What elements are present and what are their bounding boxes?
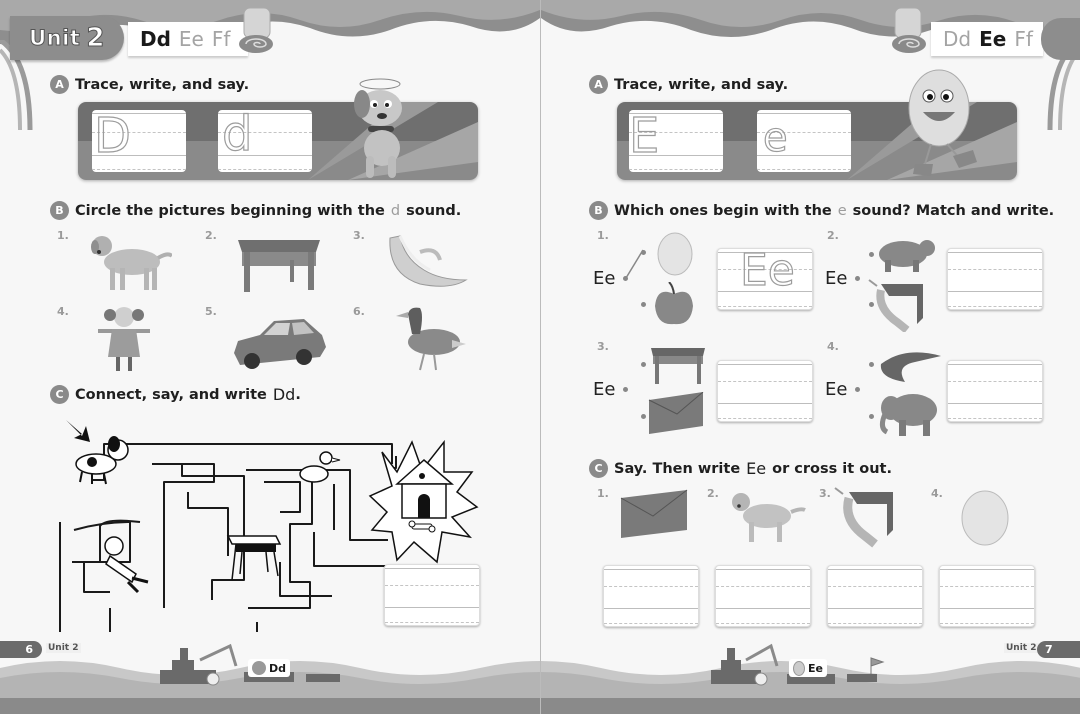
bear-picture-icon[interactable] [875, 234, 937, 274]
banana-picture-icon[interactable] [380, 230, 470, 292]
duck-picture-icon[interactable] [392, 304, 468, 376]
example-answer: Ee [740, 245, 795, 296]
section-badge: C [50, 385, 69, 404]
maze-duck [300, 452, 340, 482]
section-title: Connect, say, and write [75, 386, 267, 403]
current-letters: Dd [140, 27, 171, 51]
section-badge: B [50, 201, 69, 220]
page-number-tab [0, 641, 42, 658]
section-title: Trace, write, and say. [614, 76, 789, 93]
match-dot[interactable] [855, 387, 860, 392]
boat-letters: Dd [269, 661, 287, 675]
envelope-picture-icon[interactable] [619, 488, 689, 540]
item-number: 3. [597, 340, 609, 353]
section-b-heading [50, 201, 461, 220]
trace-box-lower[interactable] [218, 106, 312, 172]
write-box-2[interactable] [947, 248, 1043, 310]
section-title: Say. Then write [614, 460, 741, 477]
boat-letter-card [248, 659, 290, 677]
maze-doghouse [370, 442, 477, 562]
item-number: 3. [819, 487, 831, 500]
dog-picture-icon[interactable] [86, 230, 172, 294]
doll-picture-icon[interactable] [96, 303, 152, 375]
other-letters: Ff [211, 27, 231, 51]
unit-badge [10, 16, 124, 60]
letter-strip [128, 22, 248, 56]
alligator-picture-icon[interactable] [875, 344, 943, 384]
scroll-icon [889, 6, 929, 56]
write-box-1[interactable] [717, 245, 813, 310]
current-letters: Ee [979, 27, 1007, 51]
car-picture-icon[interactable] [230, 313, 328, 373]
item-number: 3. [353, 229, 365, 242]
footer-unit-label: Unit 2 [48, 643, 79, 653]
section-title-end: sound. [406, 202, 462, 219]
item-number: 2. [827, 229, 839, 242]
section-title: Which ones begin with the [614, 202, 832, 219]
write-box-c3[interactable] [827, 565, 923, 627]
boat-letters: Ee [808, 661, 823, 675]
target-sound: d [390, 202, 401, 219]
trace-letter: E [629, 108, 660, 164]
match-letter-label: Ee [593, 268, 616, 289]
section-b-heading [589, 201, 1054, 220]
section-title-end: . [295, 386, 301, 403]
trace-box-lower[interactable] [757, 110, 851, 172]
write-box-4[interactable] [947, 360, 1043, 422]
other-letters: Dd [943, 27, 972, 51]
target-letters: Dd [272, 385, 296, 404]
section-badge: A [589, 75, 608, 94]
section-a-heading [589, 75, 788, 94]
section-title: Circle the pictures beginning with the [75, 202, 385, 219]
match-dot[interactable] [641, 414, 646, 419]
item-number: 2. [205, 229, 217, 242]
other-letters: Ee [178, 27, 204, 51]
egg-icon [793, 661, 805, 676]
unit-word: Unit [29, 26, 81, 50]
write-box-dd[interactable] [384, 564, 480, 626]
item-number: 6. [353, 305, 365, 318]
envelope-picture-icon[interactable] [647, 392, 705, 434]
page-number: 6 [25, 643, 33, 656]
match-dot[interactable] [855, 276, 860, 281]
trace-box-upper[interactable] [629, 110, 723, 172]
letter-strip [931, 22, 1043, 56]
maze-desk [228, 536, 280, 580]
match-dot[interactable] [869, 362, 874, 367]
unit-number: 2 [86, 23, 105, 53]
dog-picture-icon[interactable] [727, 488, 807, 546]
footer-unit-label: Unit 2 [1006, 643, 1037, 653]
match-letter-label: Ee [825, 379, 848, 400]
section-title: Trace, write, and say. [75, 76, 250, 93]
match-letter-label: Ee [593, 379, 616, 400]
trace-box-upper[interactable] [92, 110, 186, 172]
page-number: 7 [1045, 643, 1053, 656]
elbow-picture-icon[interactable] [867, 278, 931, 332]
target-letters: Ee [746, 459, 767, 478]
item-number: 4. [827, 340, 839, 353]
desk-picture-icon[interactable] [234, 234, 324, 294]
section-badge: C [589, 459, 608, 478]
item-number: 4. [57, 305, 69, 318]
page-number-tab [1037, 641, 1080, 658]
trace-letter: D [94, 108, 131, 164]
elephant-picture-icon[interactable] [877, 388, 941, 438]
section-title-end: or cross it out. [772, 460, 892, 477]
item-number: 2. [707, 487, 719, 500]
write-box-3[interactable] [717, 360, 813, 422]
item-number: 4. [931, 487, 943, 500]
trace-letter: d [222, 106, 253, 162]
match-letter-label: Ee [825, 268, 848, 289]
desk-picture-icon[interactable] [649, 346, 707, 386]
write-box-c4[interactable] [939, 565, 1035, 627]
match-dot[interactable] [623, 387, 628, 392]
item-number: 1. [57, 229, 69, 242]
match-dot[interactable] [641, 302, 646, 307]
match-dot[interactable] [869, 252, 874, 257]
egg-mascot-icon [897, 64, 987, 184]
section-a-heading [50, 75, 249, 94]
section-title-end: sound? Match and write. [852, 202, 1055, 219]
maze-doll [105, 537, 148, 592]
section-badge: A [50, 75, 69, 94]
puppy-mascot-icon [340, 74, 420, 184]
other-letters: Ff [1014, 27, 1033, 51]
trace-letter: e [763, 115, 788, 161]
item-number: 1. [597, 487, 609, 500]
section-c-heading [589, 459, 892, 478]
egg-picture-icon[interactable] [655, 230, 695, 276]
elbow-picture-icon[interactable] [833, 486, 899, 548]
egg-picture-icon[interactable] [959, 486, 1011, 546]
scroll-icon [236, 6, 276, 56]
write-box-c2[interactable] [715, 565, 811, 627]
right-page [540, 0, 1080, 714]
section-c-heading [50, 385, 301, 404]
match-dot[interactable] [641, 362, 646, 367]
apple-picture-icon[interactable] [651, 282, 697, 328]
match-dot[interactable] [869, 414, 874, 419]
match-dot[interactable] [641, 250, 646, 255]
target-sound: e [837, 202, 847, 219]
boat-letter-card [789, 659, 827, 677]
unit-badge-tab [1041, 18, 1080, 60]
write-box-c1[interactable] [603, 565, 699, 627]
section-badge: B [589, 201, 608, 220]
item-number: 5. [205, 305, 217, 318]
item-number: 1. [597, 229, 609, 242]
maze-dog [76, 436, 128, 484]
puppy-icon [252, 661, 266, 675]
